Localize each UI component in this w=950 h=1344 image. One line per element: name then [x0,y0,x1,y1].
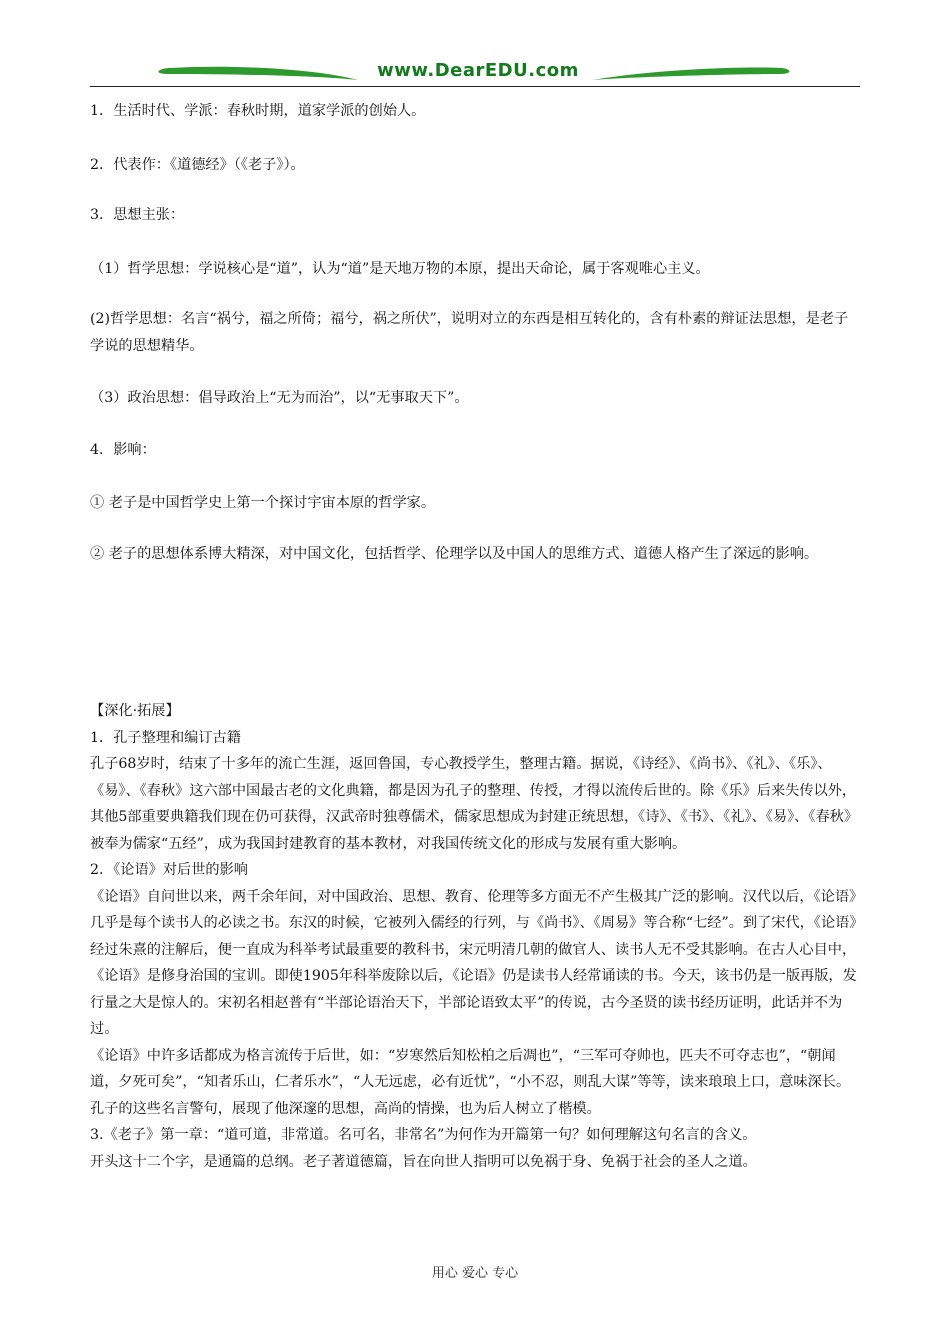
section-heading: 【深化·拓展】 [90,703,180,719]
item-1: 1．生活时代、学派：春秋时期，道家学派的创始人。 [90,103,426,119]
item-2: 2．代表作：《道德经》（《老子》）。 [90,157,305,173]
item-3-3: （3）政治思想：倡导政治上“无为而治”，以“无事取天下”。 [90,390,469,406]
sub2-body-2: 《论语》中许多话都成为格言流传于后世，如：“岁寒然后知松柏之后凋也”，“三军可夺帅也，匹夫不可夺志也”，“朝闻道，夕死可矣”，“知者乐山，仁者乐水”，“人无远虑，必有近忧”，“小不忍，则乱大谋”等等，读来琅琅上口，意味深长。孔子的这些名言警句，展现了他深邃的思想，高尚的情操，也为后人树立了楷模。 [90,1047,851,1117]
extension-section [90,698,862,1175]
item-3-2: (2)哲学思想：名言“祸兮，福之所倚；福兮，祸之所伏”，说明对立的东西是相互转化的，含有朴素的辩证法思想，是老子学说的思想精华。 [90,311,849,354]
site-logo[interactable]: www.DearEDU.com [377,60,579,81]
sub3-body: 开头这十二个字，是通篇的总纲。老子著道德篇，旨在向世人指明可以免祸于身、免祸于社会的圣人之道。 [90,1153,757,1170]
header-rule [90,86,860,87]
item-4-2: ② 老子的思想体系博大精深，对中国文化，包括哲学、伦理学以及中国人的思维方式、道德人格产生了深远的影响。 [90,546,819,562]
left-swoosh-graphic [90,62,360,88]
site-header [90,60,860,90]
item-4-1: ① 老子是中国哲学史上第一个探讨宇宙本原的哲学家。 [90,495,436,511]
sub2-title: 2．《论语》对后世的影响 [90,862,248,878]
item-3-1: （1）哲学思想：学说核心是“道”，认为“道”是天地万物的本原，提出天命论，属于客观唯心主义。 [90,261,710,277]
page-footer: 用心 爱心 专心 [431,1266,519,1281]
sub3-title: 3.《老子》第一章：“道可道，非常道。名可名，非常名”为何作为开篇第一句？如何理解这句名言的含义。 [90,1127,757,1143]
sub1-title: 1．孔子整理和编订古籍 [90,729,241,746]
item-3: 3．思想主张： [90,207,185,223]
item-4: 4．影响： [90,442,156,458]
sub1-body: 孔子68岁时，结束了十多年的流亡生涯，返回鲁国，专心教授学生，整理古籍。据说，《诗经》、《尚书》、《礼》、《乐》、《易》、《春秋》这六部中国最古老的文化典籍，都是因为孔子的整理、传授，才得以流传后世的。除《乐》后来失传以外，其他5部重要典籍我们现在仍可获得，汉武帝时独尊儒术，儒家思想成为封建正统思想，《诗》、《书》、《礼》、《易》、《春秋》被奉为儒家“五经”，成为我国封建教育的基本教材，对我国传统文化的形成与发展有重大影响。 [90,756,859,852]
sub2-body-1: 《论语》自问世以来，两千余年间，对中国政治、思想、教育、伦理等多方面无不产生极其广泛的影响。汉代以后，《论语》几乎是每个读书人的必读之书。东汉的时候，它被列入儒经的行列，与《尚书》、《周易》等合称“七经”。到了宋代，《论语》经过朱熹的注解后，便一直成为科举考试最重要的教科书，宋元明清几朝的做官人、读书人无不受其影响。在古人心目中，《论语》是修身治国的宝训。即使1905年科举废除以后，《论语》仍是读书人经常诵读的书。今天，该书仍是一版再版，发行量之大是惊人的。宋初名相赵普有“半部论语治天下，半部论语致太平”的传说，古今圣贤的读书经历证明，此话并不为过。 [90,888,857,1037]
right-swoosh-graphic [590,62,860,88]
